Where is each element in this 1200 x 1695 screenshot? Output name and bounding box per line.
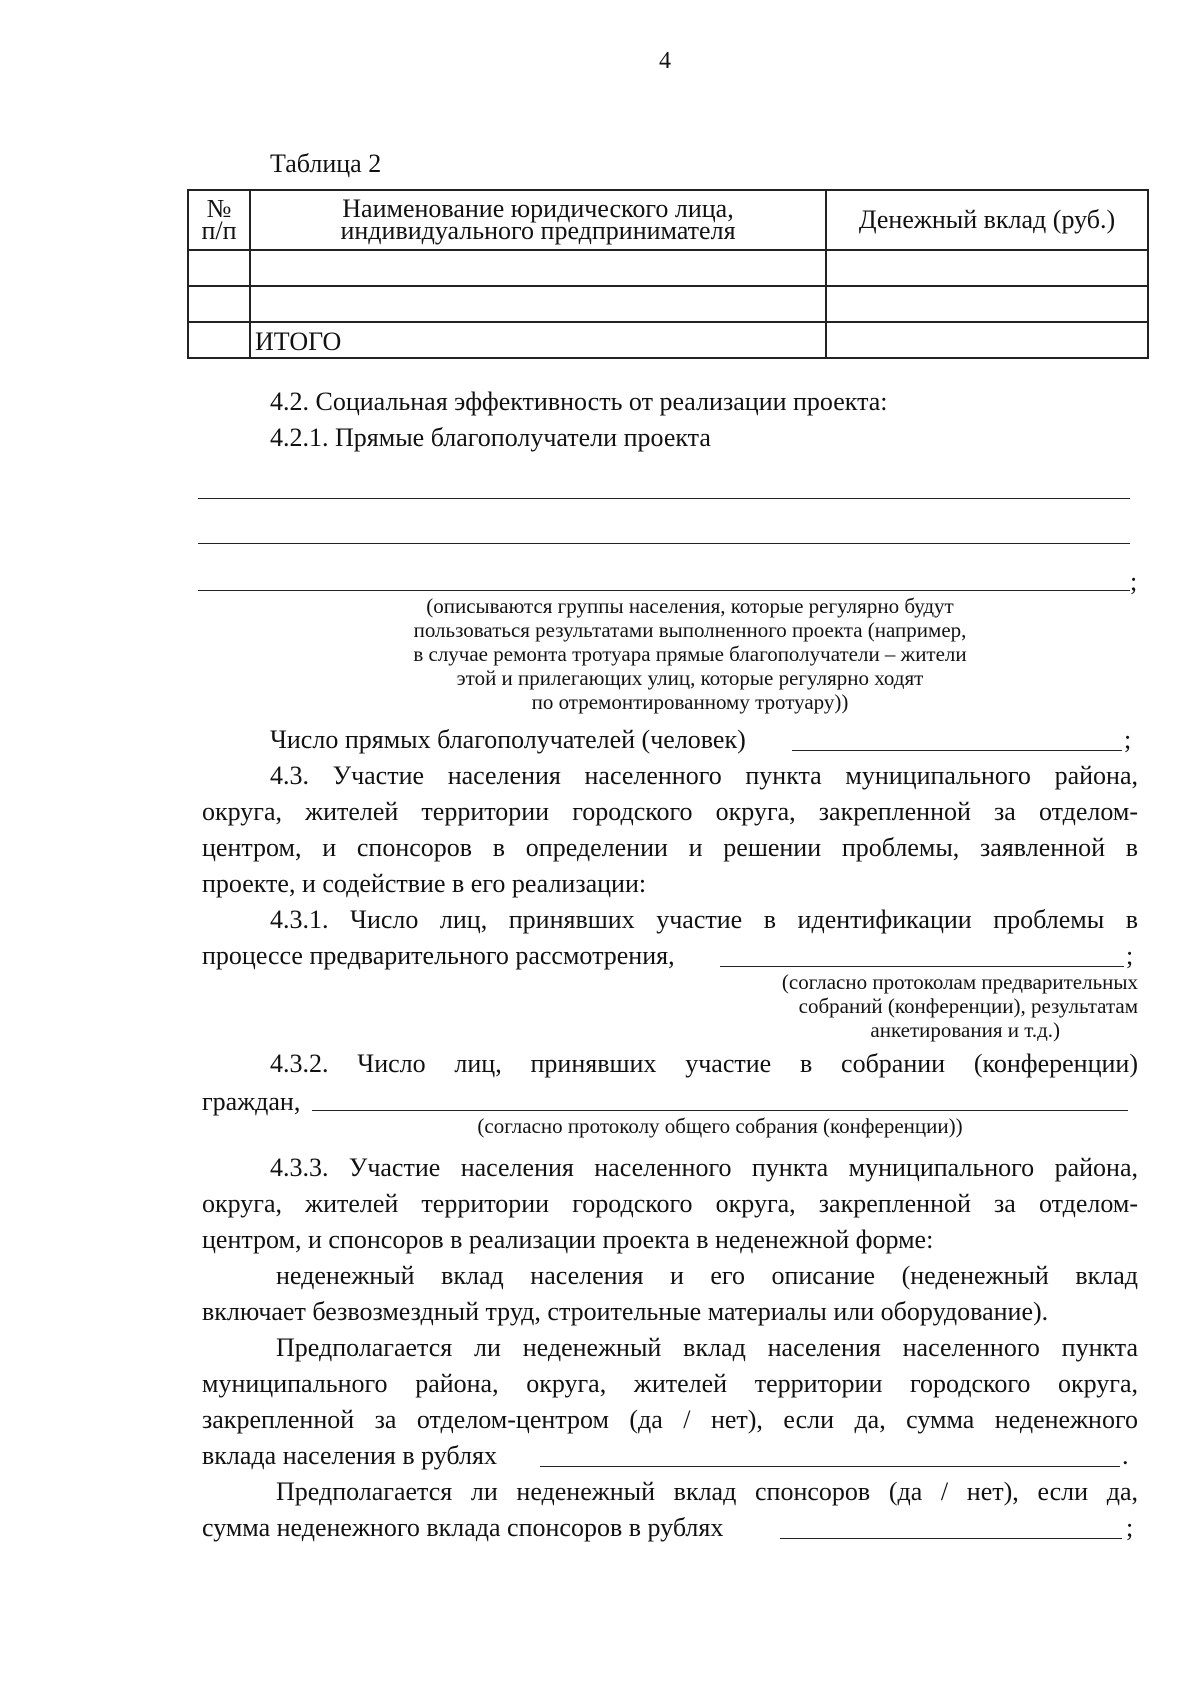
- section-4-3-3-line: центром, и спонсоров в реализации проекта в неденежной форме:: [202, 1225, 934, 1254]
- total-amount-cell[interactable]: [826, 322, 1148, 358]
- table-row: [188, 250, 1148, 286]
- semicolon: ;: [1126, 1513, 1134, 1542]
- direct-beneficiaries-label: Число прямых благополучателей (человек): [270, 725, 746, 754]
- table-cell[interactable]: [826, 286, 1148, 322]
- direct-beneficiaries-field[interactable]: [792, 750, 1122, 751]
- period: .: [1122, 1441, 1129, 1470]
- header-number: [188, 190, 250, 250]
- section-4-3-3-line: округа, жителей территории городского округа, закрепленной за отделом-: [202, 1189, 1138, 1218]
- nonmonetary-line: включает безвозмездный труд, строительные материалы или оборудование).: [202, 1297, 1049, 1326]
- table-row: [188, 286, 1148, 322]
- population-question-line: муниципального района, округа, жителей территории городского округа,: [202, 1369, 1138, 1398]
- population-question-line: вклада населения в рублях: [202, 1441, 497, 1470]
- total-label: ИТОГО: [250, 322, 826, 358]
- section-4-3-line: центром, и спонсоров в определении и решении проблемы, заявленной в: [202, 833, 1138, 862]
- semicolon: ;: [1130, 567, 1138, 596]
- table-cell: [188, 322, 250, 358]
- table-cell[interactable]: [250, 286, 826, 322]
- table-cell[interactable]: [188, 250, 250, 286]
- header-name: [250, 190, 826, 250]
- section-4-3-1-line: процессе предварительного рассмотрения,: [202, 941, 675, 970]
- note-line: анкетирования и т.д.): [870, 1018, 1060, 1042]
- section-4-3-line: 4.3. Участие населения населенного пункта муниципального района,: [270, 761, 1138, 790]
- beneficiaries-line-3[interactable]: [198, 590, 1130, 591]
- note-line: этой и прилегающих улиц, которые регулярно ходят: [456, 666, 924, 690]
- note-line: по отремонтированному тротуару)): [531, 690, 849, 714]
- table-cell[interactable]: [250, 250, 826, 286]
- note-line: (описываются группы населения, которые регулярно будут: [426, 594, 954, 618]
- sponsor-question-line: Предполагается ли неденежный вклад спонсоров (да / нет), если да,: [276, 1477, 1138, 1506]
- population-question-line: Предполагается ли неденежный вклад населения населенного пункта: [276, 1333, 1138, 1362]
- header-name-line1: Наименование юридического лица,: [342, 194, 734, 223]
- identification-count-field[interactable]: [720, 966, 1124, 967]
- section-4-3-line: проекте, и содействие в его реализации:: [202, 869, 647, 898]
- page-number: 4: [659, 48, 671, 74]
- semicolon: ;: [1126, 941, 1134, 970]
- note-line: (согласно протоколам предварительных: [781, 970, 1138, 994]
- section-4-2-1-heading: 4.2.1. Прямые благополучатели проекта: [270, 423, 711, 452]
- note-line: в случае ремонта тротуара прямые благополучатели – жители: [413, 642, 967, 666]
- sponsor-question-line: сумма неденежного вклада спонсоров в рублях: [202, 1513, 724, 1542]
- sponsor-amount-field[interactable]: [780, 1538, 1122, 1539]
- nonmonetary-line: неденежный вклад населения и его описание (неденежный вклад: [276, 1261, 1138, 1290]
- section-4-3-1-line: 4.3.1. Число лиц, принявших участие в идентификации проблемы в: [270, 905, 1138, 934]
- header-amount: Денежный вклад (руб.): [826, 190, 1148, 250]
- table-total-row: [188, 322, 1148, 358]
- table-cell[interactable]: [188, 286, 250, 322]
- beneficiaries-line-2[interactable]: [198, 543, 1130, 544]
- population-question-line: закрепленной за отделом-центром (да / нет), если да, сумма неденежного: [202, 1405, 1138, 1434]
- section-4-3-line: округа, жителей территории городского округа, закрепленной за отделом-: [202, 797, 1138, 826]
- header-number-line1: №: [206, 194, 232, 223]
- beneficiaries-line-1[interactable]: [198, 498, 1130, 499]
- section-4-2-heading: 4.2. Социальная эффективность от реализации проекта:: [270, 387, 888, 416]
- assembly-count-field[interactable]: [312, 1110, 1128, 1111]
- section-4-3-3-line: 4.3.3. Участие населения населенного пункта муниципального района,: [270, 1153, 1138, 1182]
- section-4-3-2-line: 4.3.2. Число лиц, принявших участие в собрании (конференции): [270, 1049, 1138, 1078]
- note-line: пользоваться результатами выполненного проекта (например,: [413, 618, 967, 642]
- section-4-3-2-line: граждан,: [202, 1087, 301, 1116]
- note-line: (согласно протоколу общего собрания (конференции)): [477, 1114, 963, 1138]
- population-amount-field[interactable]: [540, 1466, 1120, 1467]
- note-line: собраний (конференции), результатам: [798, 994, 1138, 1018]
- table-header-row: [188, 190, 1148, 250]
- table-cell[interactable]: [826, 250, 1148, 286]
- header-number-line2: п/п: [201, 216, 237, 245]
- semicolon: ;: [1124, 725, 1132, 754]
- header-name-line2: индивидуального предпринимателя: [340, 216, 736, 245]
- contributions-table: [187, 189, 1149, 359]
- table-caption: Таблица 2: [270, 149, 382, 178]
